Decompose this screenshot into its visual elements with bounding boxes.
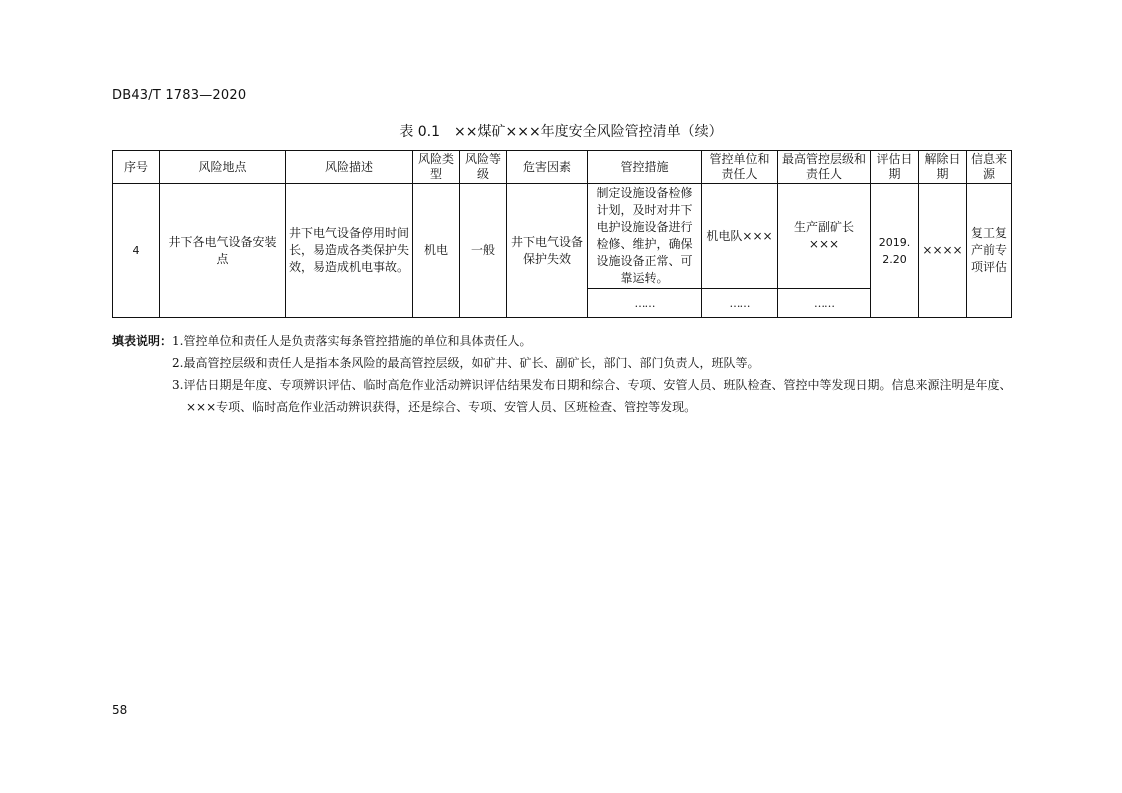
cell-source: 复工复产前专项评估: [967, 184, 1012, 318]
cell-location: 井下各电气设备安装点: [160, 184, 286, 318]
cell-eval-date: 2019. 2.20: [871, 184, 919, 318]
note-item-2: 2.最高管控层级和责任人是指本条风险的最高管控层级，如矿井、矿长、副矿长，部门、部门负责人，班队等。: [172, 356, 760, 370]
risk-control-table: [112, 150, 1012, 318]
header-release-date: 解除日期: [919, 151, 967, 184]
header-eval-date: 评估日期: [871, 151, 919, 184]
table-title: 表 0.1 ××煤矿×××年度安全风险管控清单（续）: [399, 124, 723, 140]
header-description: 风险描述: [286, 151, 413, 184]
note-item-3: 3.评估日期是年度、专项辨识评估、临时高危作业活动辨识评估结果发布日期和综合、专项、安管人员、班队检查、管控中等发现日期。信息来源注明是年度、: [172, 378, 1012, 392]
cell-top-level-continued: ……: [778, 289, 871, 318]
header-hazard: 危害因素: [507, 151, 588, 184]
notes-lead: 填表说明：: [112, 334, 173, 348]
cell-hazard: 井下电气设备保护失效: [507, 184, 588, 318]
header-no: 序号: [113, 151, 160, 184]
table-row: [113, 184, 1012, 289]
table-header-row: [113, 151, 1012, 184]
cell-top-level: 生产副矿长×××: [778, 184, 871, 289]
header-source: 信息来源: [967, 151, 1012, 184]
note-line-1: [112, 330, 1011, 352]
cell-release-date: ××××: [919, 184, 967, 318]
cell-description: 井下电气设备停用时间长，易造成各类保护失效，易造成机电事故。: [286, 184, 413, 318]
header-type: 风险类型: [413, 151, 460, 184]
header-unit-person: 管控单位和责任人: [702, 151, 778, 184]
header-level: 风险等级: [460, 151, 507, 184]
cell-type: 机电: [413, 184, 460, 318]
note-item-1: 1.管控单位和责任人是负责落实每条管控措施的单位和具体责任人。: [172, 334, 532, 348]
cell-unit-person-continued: ……: [702, 289, 778, 318]
cell-measures-continued: ……: [588, 289, 702, 318]
table-notes: [112, 330, 1011, 418]
document-code: DB43/T 1783—2020: [112, 88, 247, 103]
cell-level: 一般: [460, 184, 507, 318]
page-number: 58: [112, 703, 128, 717]
header-location: 风险地点: [160, 151, 286, 184]
note-item-3-continued: ×××专项、临时高危作业活动辨识获得，还是综合、专项、安管人员、区班检查、管控等发现。: [186, 400, 697, 414]
cell-measures: 制定设施设备检修计划，及时对井下电护设施设备进行检修、维护，确保设施设备正常、可靠运转。: [588, 184, 702, 289]
header-measures: 管控措施: [588, 151, 702, 184]
cell-no: 4: [113, 184, 160, 318]
cell-unit-person: 机电队×××: [702, 184, 778, 289]
header-top-level: 最高管控层级和责任人: [778, 151, 871, 184]
